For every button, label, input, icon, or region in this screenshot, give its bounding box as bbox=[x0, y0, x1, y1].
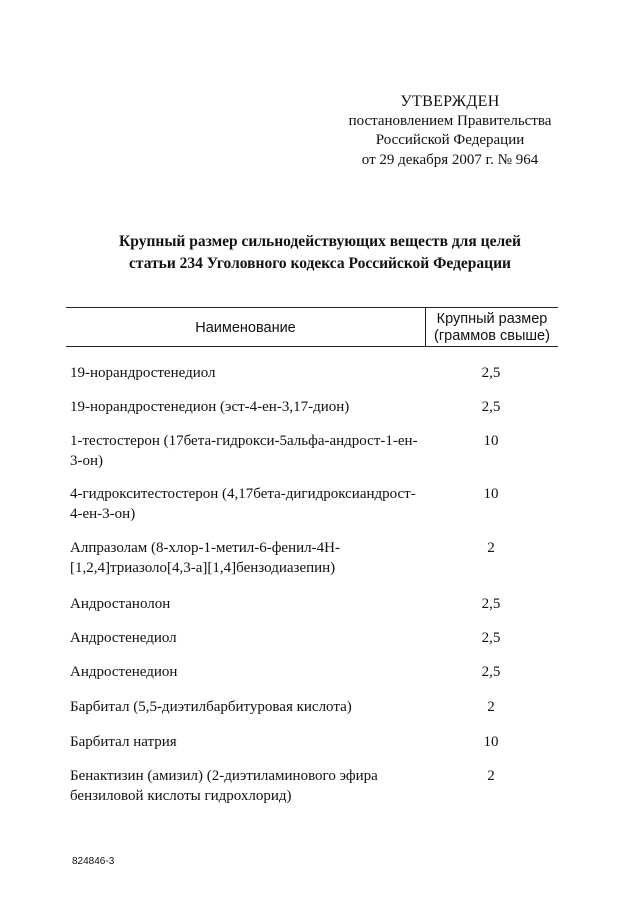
substance-name bbox=[70, 431, 418, 471]
substance-name-line: 3-он) bbox=[70, 453, 104, 469]
substance-threshold: 10 bbox=[483, 734, 499, 750]
document-title bbox=[60, 231, 580, 275]
approval-line: от 29 декабря 2007 г. № 964 bbox=[361, 151, 539, 168]
table-header bbox=[66, 307, 558, 347]
substance-name-line: 19-норандростенедиол bbox=[70, 365, 216, 381]
substance-name bbox=[70, 732, 418, 752]
substance-name bbox=[70, 397, 418, 417]
substance-name bbox=[70, 628, 418, 648]
substance-name-line: [1,2,4]триазоло[4,3-а][1,4]бензодиазепин) bbox=[70, 560, 336, 576]
substance-name bbox=[70, 363, 418, 383]
substance-threshold: 2 bbox=[487, 768, 495, 784]
substance-name bbox=[70, 538, 418, 578]
document-title-line: Крупный размер сильнодействующих веществ для целей bbox=[119, 233, 521, 250]
approval-title: УТВЕРЖДЕН bbox=[400, 93, 500, 110]
substance-threshold: 2 bbox=[487, 699, 495, 715]
approval-line: Российской Федерации bbox=[375, 132, 525, 148]
substance-name bbox=[70, 697, 418, 717]
substance-threshold: 2,5 bbox=[481, 365, 501, 381]
substance-threshold: 2 bbox=[487, 540, 495, 556]
substance-name-line: бензиловой кислоты гидрохлорид) bbox=[70, 788, 292, 804]
substance-name bbox=[70, 594, 418, 614]
substance-name bbox=[70, 662, 418, 682]
approval-line: постановлением Правительства bbox=[348, 112, 552, 129]
substance-threshold: 2,5 bbox=[481, 399, 501, 415]
document-code: 824846-3 bbox=[72, 856, 115, 867]
column-header-size-line: (граммов свыше) bbox=[434, 328, 550, 344]
substance-name-line: Бенактизин (амизил) (2-диэтиламинового эфира bbox=[70, 768, 378, 784]
substance-name-line: 1-тестостерон (17бета-гидрокси-5альфа-андрост-1-ен- bbox=[70, 433, 418, 449]
substance-name-line: Барбитал (5,5-диэтилбарбитуровая кислота) bbox=[70, 699, 352, 715]
substance-name-line: 19-норандростенедион (эст-4-ен-3,17-дион) bbox=[70, 399, 350, 415]
column-header-name: Наименование bbox=[195, 319, 296, 336]
column-header-size-line: Крупный размер bbox=[436, 311, 548, 327]
substance-name-line: Андростанолон bbox=[70, 596, 171, 612]
substances-table bbox=[66, 307, 558, 804]
substance-threshold: 10 bbox=[483, 486, 499, 502]
substance-name-line: Алпразолам (8-хлор-1-метил-6-фенил-4Н- bbox=[70, 540, 340, 556]
substance-name-line: Андростенедиол bbox=[70, 630, 177, 646]
document-title-line: статьи 234 Уголовного кодекса Российской Федерации bbox=[129, 255, 511, 272]
substance-threshold: 2,5 bbox=[481, 630, 501, 646]
substance-name-line: 4-гидрокситестостерон (4,17бета-дигидроксиандрост- bbox=[70, 486, 416, 502]
substance-threshold: 10 bbox=[483, 433, 499, 449]
substance-name bbox=[70, 766, 418, 806]
approval-block bbox=[330, 92, 570, 170]
substance-name-line: Андростенедион bbox=[70, 664, 178, 680]
column-header-size bbox=[425, 308, 558, 347]
substance-name bbox=[70, 484, 418, 524]
substance-name-line: 4-ен-3-он) bbox=[70, 506, 136, 522]
substance-threshold: 2,5 bbox=[481, 596, 501, 612]
substance-name-line: Барбитал натрия bbox=[70, 734, 177, 750]
substance-threshold: 2,5 bbox=[481, 664, 501, 680]
